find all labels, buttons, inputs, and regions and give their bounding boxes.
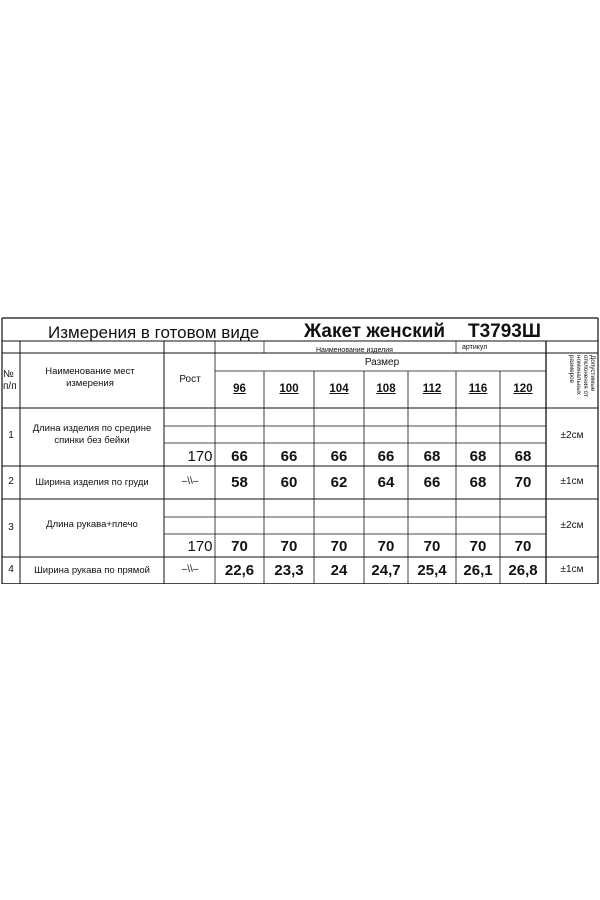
row-number: 3 [8,522,14,533]
col-header-size: Размер [364,357,400,368]
size-header: 116 [468,383,488,395]
row-value: 22,6 [224,562,255,579]
row-value: 70 [469,538,487,555]
row-value: 70 [514,538,532,555]
row-value: 70 [330,538,348,555]
row-tolerance: ±1см [560,476,584,487]
row-number: 1 [8,430,14,441]
row-height: 170 [187,538,213,555]
article-code: Т3793Ш [468,321,541,342]
size-header: 112 [422,383,442,395]
col-header-name: Наименование мест измерения [45,366,135,389]
product-name: Жакет женский [304,321,446,342]
row-value: 24,7 [371,562,401,579]
row-number: 2 [8,476,14,487]
row-height: 170 [187,448,213,465]
row-value: 60 [280,474,298,491]
table-grid [0,314,600,584]
row-name: Ширина рукава по прямой [34,565,150,576]
row-value: 25,4 [417,562,447,579]
row-value: 66 [330,448,348,465]
row-value: 68 [423,448,441,465]
row-value: 58 [231,474,248,491]
row-value: 70 [514,474,532,491]
size-header: 104 [329,383,349,395]
row-value: 66 [423,474,441,491]
row-value: 68 [469,474,487,491]
measurement-sheet [0,314,600,584]
row-value: 70 [231,538,248,555]
row-tolerance: ±2см [560,520,584,531]
row-value: 68 [469,448,487,465]
row-value: 70 [280,538,298,555]
row-number: 4 [8,564,14,575]
row-name: Ширина изделия по груди [35,477,149,488]
row-value: 24 [330,562,348,579]
row-value: 70 [423,538,441,555]
col-header-no: № п/п [3,369,17,392]
size-header: 108 [376,383,396,395]
size-header: 96 [233,383,246,395]
row-value: 70 [377,538,395,555]
size-header: 120 [513,383,533,395]
row-height: –\\– [181,476,199,487]
row-value: 66 [280,448,298,465]
row-tolerance: ±2см [560,430,584,441]
caption-article: артикул [462,344,488,351]
row-value: 26,8 [508,562,538,579]
sheet-title: Измерения в готовом виде [48,323,260,342]
row-value: 23,3 [274,562,304,579]
col-header-tolerance: Допустимые отклонения от номинальных размеров [568,355,596,397]
row-height: –\\– [181,564,199,575]
row-name: Длина изделия по средине спинки без бейки [32,423,152,446]
row-value: 62 [330,474,348,491]
row-value: 26,1 [463,562,493,579]
row-tolerance: ±1см [560,564,584,575]
row-value: 66 [377,448,395,465]
row-value: 64 [377,474,395,491]
col-header-height: Рост [179,374,201,385]
row-value: 66 [231,448,248,465]
caption-product-name: Наименование изделия [316,347,393,354]
row-name: Длина рукава+плечо [46,519,138,530]
size-header: 100 [279,383,299,395]
row-value: 68 [514,448,532,465]
